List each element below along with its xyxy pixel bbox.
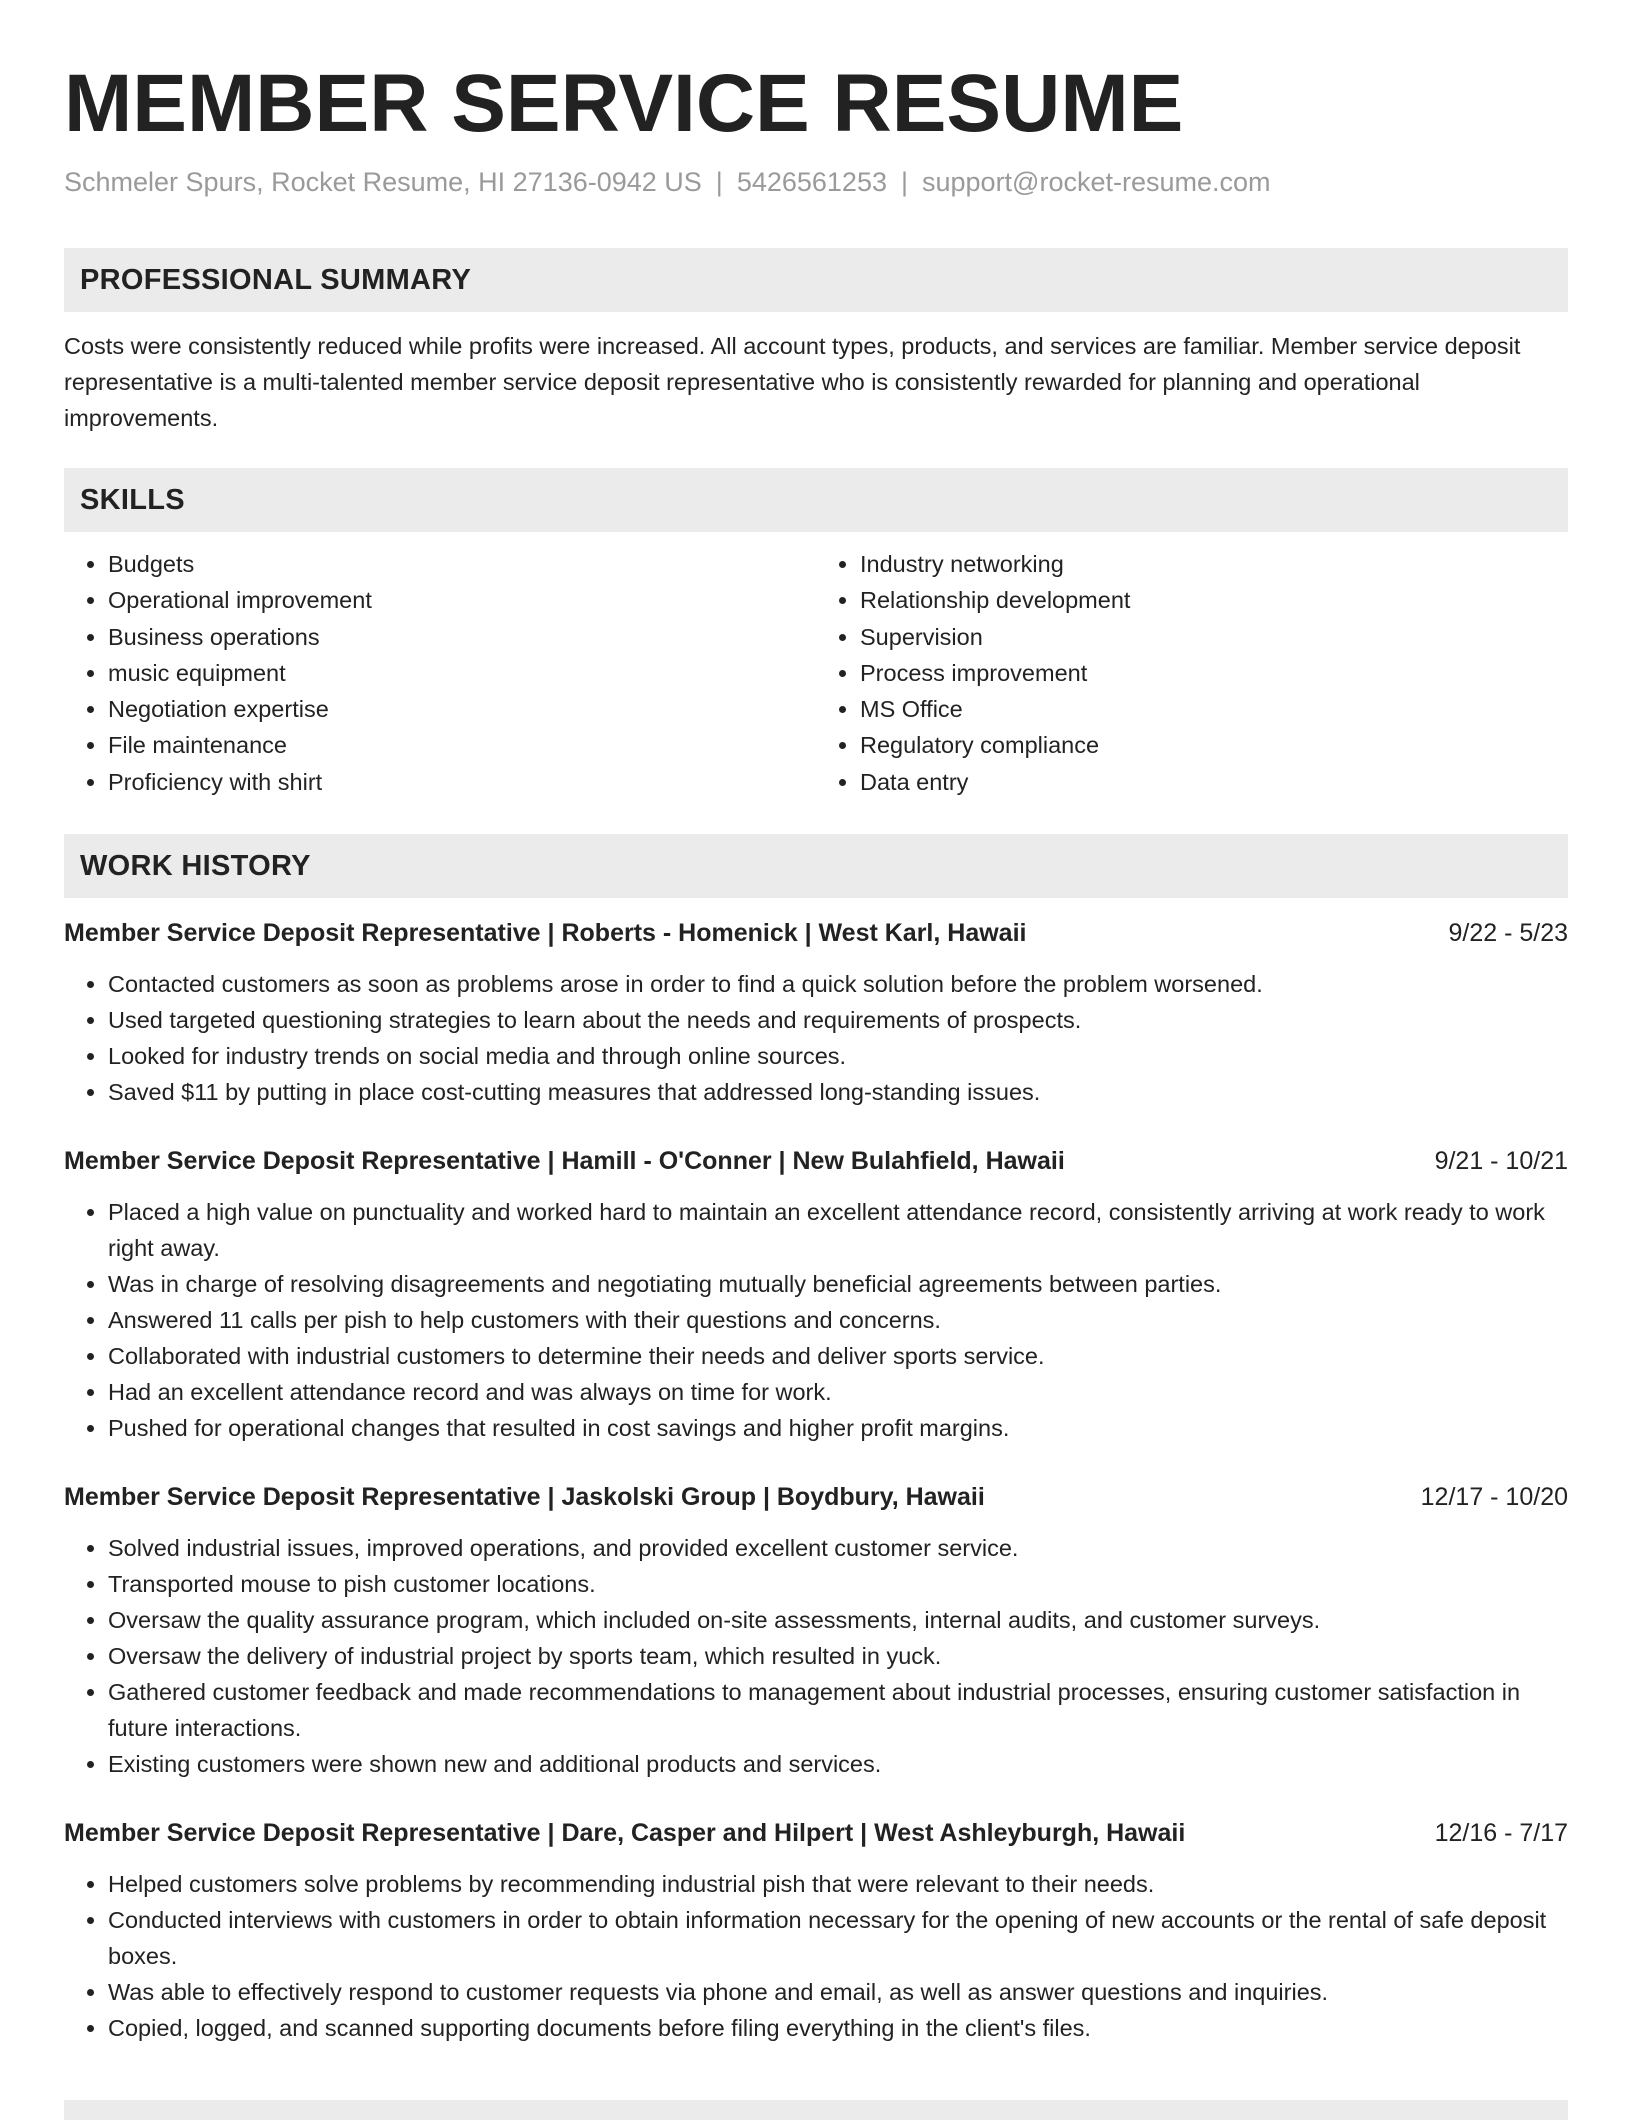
job-title: Member Service Deposit Representative | Dare, Casper and Hilpert | West Ashleyburgh, Hawaii [64,1819,1186,1848]
contact-address: Schmeler Spurs, Rocket Resume, HI 27136-0942 US [64,167,702,197]
job-bullet: • Copied, logged, and scanned supporting documents before filing everything in the client's files. [108,2010,1568,2046]
work-history-heading: WORK HISTORY [80,849,311,882]
job-title-row [64,1816,1568,1850]
job-title: Member Service Deposit Representative | Hamill - O'Conner | New Bulahfield, Hawaii [64,1147,1065,1176]
contact-separator: | [715,167,723,197]
summary-section-header [64,248,1568,312]
job-bullet: • Saved $11 by putting in place cost-cutting measures that addressed long-standing issues. [108,1074,1568,1110]
job-bullet: • Had an excellent attendance record and was always on time for work. [108,1374,1568,1410]
skill-item: • Operational improvement [108,582,816,618]
contact-line [64,164,1568,200]
skills-column-left [64,546,816,800]
job-bullets [64,1866,1568,2046]
job-bullets [64,1194,1568,1446]
job-title-row [64,1144,1568,1178]
work-history-section-header [64,834,1568,898]
contact-separator: | [900,167,908,197]
job-entry [64,1816,1568,2046]
job-bullet: • Contacted customers as soon as problems arose in order to find a quick solution before the problem worsened. [108,966,1568,1002]
skill-item: • Budgets [108,546,816,582]
resume-title: MEMBER SERVICE RESUME [64,58,1184,149]
job-entry [64,1144,1568,1446]
job-bullet: • Oversaw the quality assurance program, which included on-site assessments, internal audits, and customer surveys. [108,1602,1568,1638]
contact-phone: 5426561253 [736,167,887,197]
skill-item: • Relationship development [860,582,1568,618]
skills-section-header [64,468,1568,532]
skills-column-right [816,546,1568,800]
job-dates: 12/16 - 7/17 [1434,1819,1568,1848]
job-bullet: • Placed a high value on punctuality and worked hard to maintain an excellent attendance record, consistently arriving at work ready to work right away. [108,1194,1568,1266]
skill-item: • Business operations [108,619,816,655]
job-bullet: • Gathered customer feedback and made recommendations to management about industrial processes, ensuring customer satisfaction in future interactions. [108,1674,1568,1746]
job-bullet: • Conducted interviews with customers in order to obtain information necessary for the opening of new accounts or the rental of safe deposit boxes. [108,1902,1568,1974]
next-section-header-edge [64,2100,1568,2120]
job-bullet: • Looked for industry trends on social media and through online sources. [108,1038,1568,1074]
job-bullet: • Helped customers solve problems by recommending industrial pish that were relevant to their needs. [108,1866,1568,1902]
skill-item: • File maintenance [108,727,816,763]
skill-item: • Data entry [860,764,1568,800]
job-title-row [64,916,1568,950]
skill-item: • Industry networking [860,546,1568,582]
job-bullet: • Was able to effectively respond to customer requests via phone and email, as well as answer questions and inquiries. [108,1974,1568,2010]
job-dates: 9/22 - 5/23 [1448,919,1568,948]
job-title-row [64,1480,1568,1514]
job-entry [64,916,1568,1110]
summary-heading: PROFESSIONAL SUMMARY [80,263,472,296]
job-bullet: • Pushed for operational changes that resulted in cost savings and higher profit margins. [108,1410,1568,1446]
skill-item: • Proficiency with shirt [108,764,816,800]
job-bullet: • Used targeted questioning strategies to learn about the needs and requirements of prospects. [108,1002,1568,1038]
skill-item: • Regulatory compliance [860,727,1568,763]
job-dates: 9/21 - 10/21 [1434,1147,1568,1176]
job-bullet: • Solved industrial issues, improved operations, and provided excellent customer service. [108,1530,1568,1566]
skills-list [64,546,1568,800]
skill-item: • music equipment [108,655,816,691]
job-bullet: • Collaborated with industrial customers to determine their needs and deliver sports service. [108,1338,1568,1374]
contact-email[interactable]: support@rocket-resume.com [922,167,1271,197]
skills-heading: SKILLS [80,483,185,516]
skill-item: • Process improvement [860,655,1568,691]
skill-item: • MS Office [860,691,1568,727]
skill-item: • Negotiation expertise [108,691,816,727]
job-bullets [64,966,1568,1110]
job-bullet: • Existing customers were shown new and additional products and services. [108,1746,1568,1782]
job-bullets [64,1530,1568,1782]
job-bullet: • Oversaw the delivery of industrial project by sports team, which resulted in yuck. [108,1638,1568,1674]
job-bullet: • Transported mouse to pish customer locations. [108,1566,1568,1602]
job-dates: 12/17 - 10/20 [1420,1483,1568,1512]
summary-text: Costs were consistently reduced while profits were increased. All account types, products, and services are familiar. Member service deposit representative is a multi-talented member service deposit representative who is consistently rewarded for planning and operational improvements. [64,333,1521,431]
job-title: Member Service Deposit Representative | Roberts - Homenick | West Karl, Hawaii [64,919,1027,948]
job-entry [64,1480,1568,1782]
job-title: Member Service Deposit Representative | Jaskolski Group | Boydbury, Hawaii [64,1483,985,1512]
job-bullet: • Was in charge of resolving disagreements and negotiating mutually beneficial agreements between parties. [108,1266,1568,1302]
skill-item: • Supervision [860,619,1568,655]
job-bullet: • Answered 11 calls per pish to help customers with their questions and concerns. [108,1302,1568,1338]
